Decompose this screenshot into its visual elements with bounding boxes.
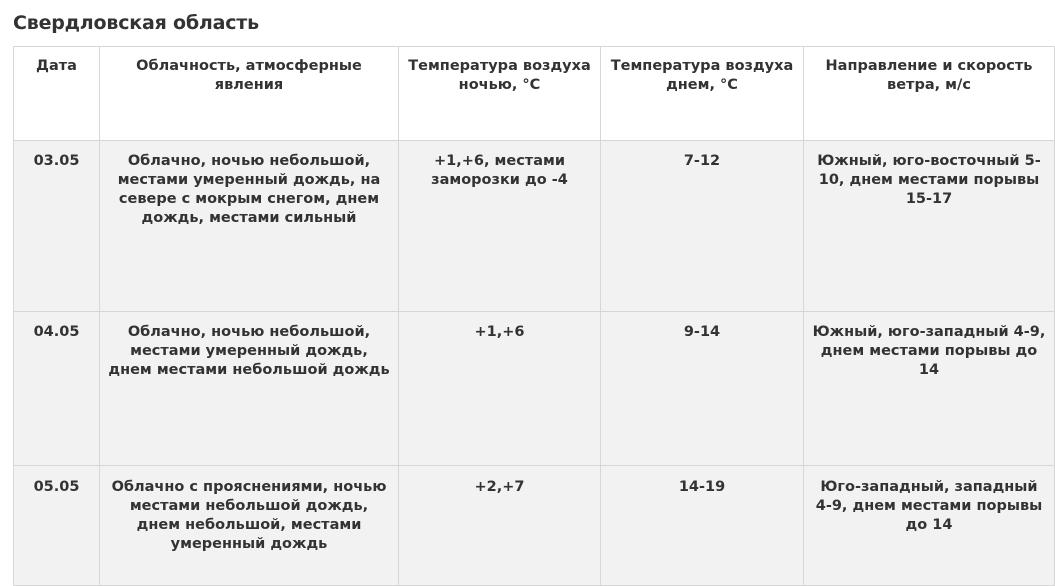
cell-wind: Южный, юго-восточный 5-10, днем местами порывы 15-17 (804, 141, 1055, 312)
cell-date: 05.05 (14, 466, 100, 586)
cell-day-temp: 7-12 (601, 141, 804, 312)
cell-wind: Юго-западный, западный 4-9, днем местами порывы до 14 (804, 466, 1055, 586)
table-row (14, 466, 1055, 586)
table-row (14, 141, 1055, 312)
page-title: Свердловская область (13, 12, 259, 34)
table-row (14, 312, 1055, 466)
header-cloudiness: Облачность, атмосферные явления (100, 47, 399, 141)
header-date: Дата (14, 47, 100, 141)
header-night-temp: Температура воздуха ночью, °С (399, 47, 601, 141)
header-row (14, 47, 1055, 141)
cell-cloudiness: Облачно, ночью небольшой, местами умеренный дождь, на севере с мокрым снегом, днем дождь, местами сильный (100, 141, 399, 312)
cell-wind: Южный, юго-западный 4-9, днем местами порывы до 14 (804, 312, 1055, 466)
cell-date: 04.05 (14, 312, 100, 466)
cell-day-temp: 14-19 (601, 466, 804, 586)
table-header (14, 47, 1055, 141)
table-body (14, 141, 1055, 586)
cell-date: 03.05 (14, 141, 100, 312)
forecast-table (13, 46, 1055, 586)
cell-day-temp: 9-14 (601, 312, 804, 466)
header-day-temp: Температура воздуха днем, °С (601, 47, 804, 141)
cell-night-temp: +1,+6, местами заморозки до -4 (399, 141, 601, 312)
header-wind: Направление и скорость ветра, м/с (804, 47, 1055, 141)
cell-cloudiness: Облачно с прояснениями, ночью местами небольшой дождь, днем небольшой, местами умеренный дождь (100, 466, 399, 586)
cell-night-temp: +1,+6 (399, 312, 601, 466)
cell-cloudiness: Облачно, ночью небольшой, местами умеренный дождь, днем местами небольшой дождь (100, 312, 399, 466)
cell-night-temp: +2,+7 (399, 466, 601, 586)
